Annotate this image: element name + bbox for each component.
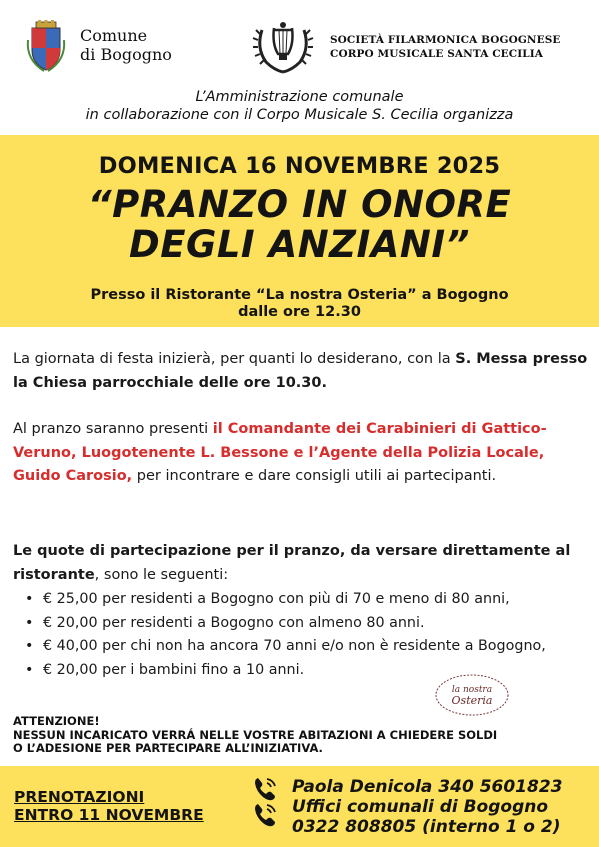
intro-line-1: L’Amministrazione comunale [195, 89, 404, 105]
list-item [25, 588, 585, 612]
lyre-emblem-icon [252, 20, 314, 76]
bullet-icon: • [25, 591, 34, 607]
guests-purpose: per incontrare e dare consigli utili ai partecipanti. [132, 468, 497, 484]
contact-paola: Paola Denicola 340 5601823 [292, 777, 563, 797]
restaurant-logo [434, 673, 510, 717]
municipal-crest-icon [24, 20, 68, 72]
fees-heading: Le quote di partecipazione per il pranzo, da versare direttamente al ristorante [13, 543, 571, 583]
fees-paragraph [13, 540, 588, 587]
fee-text: € 20,00 per i bambini fino a 10 anni. [43, 661, 305, 678]
event-location [0, 287, 599, 321]
fees-heading-tail: , sono le seguenti: [94, 566, 229, 583]
societa-name [330, 33, 561, 61]
mass-highlight: S. Messa presso la Chiesa parrocchiale delle ore 10.30. [13, 351, 588, 391]
restaurant-logo-line-2: Osteria [451, 694, 493, 707]
list-item [25, 635, 585, 659]
fee-text: € 25,00 per residenti a Bogogno con più di 70 e meno di 80 anni, [43, 591, 510, 607]
contact-uffici-phone: 0322 808805 (interno 1 o 2) [292, 817, 561, 837]
event-title-line-2: DEGLI ANZIANI” [129, 223, 470, 266]
guests-highlight: il Comandante dei Carabinieri di Gattico-Veruno, Luogotenente L. Bessone e l’Agente della Polizia Locale, Guido Carosio, [13, 421, 547, 484]
guests-intro: Al pranzo saranno presenti [13, 421, 213, 437]
event-title [0, 185, 599, 265]
comune-name [80, 26, 172, 64]
fees-list [25, 588, 585, 682]
booking-line-1: PRENOTAZIONI [14, 788, 145, 806]
societa-line-1: SOCIETÀ FILARMONICA BOGOGNESE [330, 34, 561, 46]
event-location-line-1: Presso il Ristorante “La nostra Osteria” a Bogogno [90, 287, 509, 303]
phone-icon [252, 802, 278, 828]
societa-line-2: CORPO MUSICALE SANTA CECILIA [330, 48, 543, 60]
footer-bar [0, 766, 599, 847]
guests-paragraph [13, 418, 588, 489]
contact-uffici: Uffici comunali di Bogogno [292, 797, 549, 817]
mass-paragraph [13, 348, 588, 395]
event-title-line-1: “PRANZO IN ONORE [87, 183, 512, 226]
event-location-line-2: dalle ore 12.30 [238, 304, 361, 320]
fee-text: € 20,00 per residenti a Bogogno con almeno 80 anni. [43, 614, 425, 631]
warning-notice [13, 715, 593, 756]
booking-deadline [14, 788, 204, 824]
warning-line-3: O L’ADESIONE PER PARTECIPARE ALL’INIZIATIVA. [13, 741, 323, 755]
comune-line-1: Comune [80, 26, 148, 45]
header [0, 0, 599, 88]
restaurant-logo-line-1: la nostra [451, 685, 493, 695]
intro-line-2: in collaborazione con il Corpo Musicale S. Cecilia organizza [85, 107, 514, 123]
event-date: DOMENICA 16 NOVEMBRE 2025 [98, 153, 501, 179]
mass-text: La giornata di festa inizierà, per quanti lo desiderano, con la [13, 351, 456, 367]
bullet-icon: • [25, 661, 34, 678]
warning-line-1: ATTENZIONE! [13, 714, 100, 728]
warning-line-2: NESSUN INCARICATO VERRÁ NELLE VOSTRE ABITAZIONI A CHIEDERE SOLDI [13, 727, 498, 742]
comune-line-2: di Bogogno [80, 45, 172, 64]
phone-icon [252, 776, 278, 802]
bullet-icon: • [25, 638, 34, 654]
booking-line-2: ENTRO 11 NOVEMBRE [14, 806, 204, 824]
event-banner [0, 135, 599, 327]
intro-text [0, 88, 599, 124]
bullet-icon: • [25, 614, 34, 631]
fee-text: € 40,00 per chi non ha ancora 70 anni e/o non è residente a Bogogno, [43, 638, 546, 654]
list-item [25, 612, 585, 636]
